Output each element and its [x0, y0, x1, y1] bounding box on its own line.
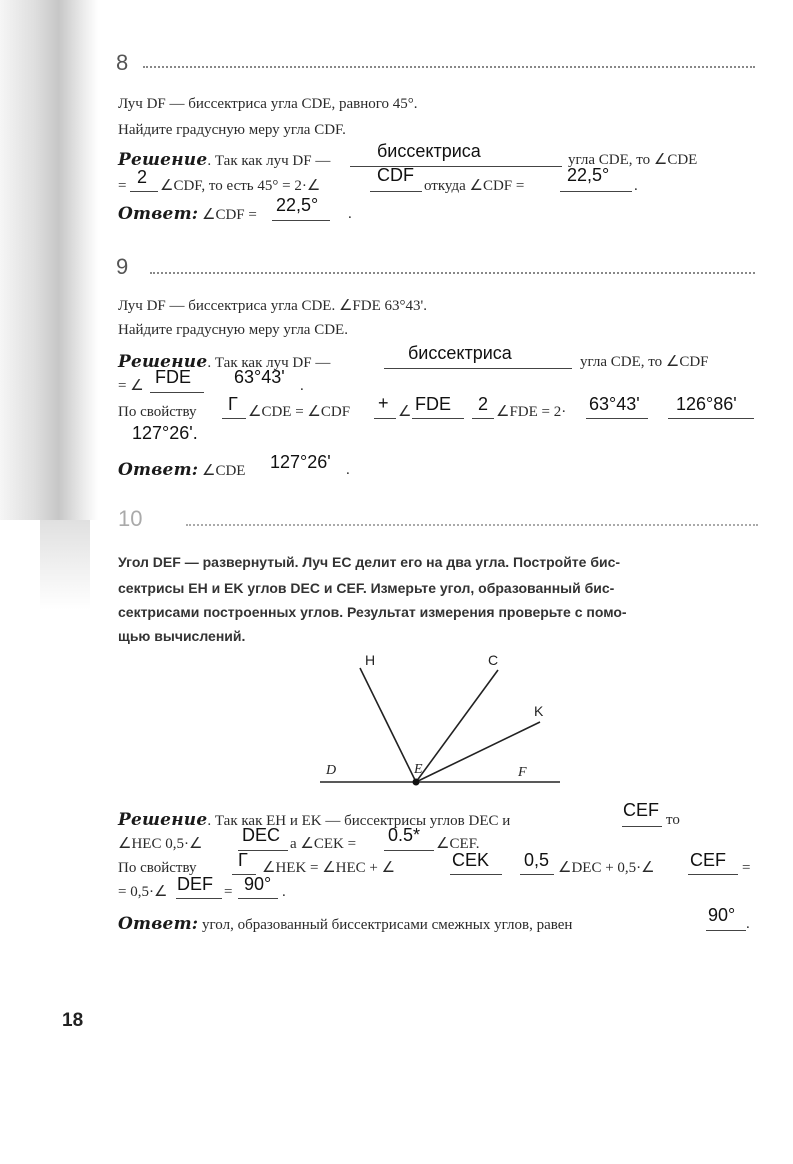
- task-9-condition-line1: Луч DF — биссектриса угла CDE. ∠FDE 63°43'.: [118, 298, 427, 314]
- solution-text: ∠: [398, 404, 412, 420]
- handwritten-dec: DEC: [242, 825, 281, 845]
- answer-label: Ответ:: [118, 204, 199, 224]
- answer-blank: [238, 898, 278, 899]
- solution-label: Решение: [118, 810, 208, 830]
- solution-text: то: [666, 812, 680, 828]
- solution-text: откуда ∠CDF =: [424, 178, 525, 194]
- handwritten-two: 2: [137, 167, 148, 187]
- solution-text: ∠HEK = ∠HEC + ∠: [262, 860, 396, 876]
- solution-text: . Так как EH и EK — биссектрисы углов DEC и: [207, 813, 511, 829]
- handwritten-value: 126°86': [676, 394, 737, 414]
- task-10-answer-line: [118, 914, 572, 935]
- handwritten-half2: 0,5: [524, 850, 550, 870]
- solution-text: .: [282, 884, 286, 900]
- task-9-solution-line2-eq: = ∠: [118, 378, 144, 394]
- solution-text: угла CDE, то ∠CDF: [580, 354, 709, 370]
- handwritten-g: Г: [228, 394, 238, 414]
- solution-label: Решение: [118, 150, 208, 170]
- handwritten-g: Г: [238, 850, 248, 870]
- handwritten-cek: CEK: [452, 850, 490, 870]
- handwritten-two: 2: [478, 394, 489, 414]
- handwritten-bisector: биссектриса: [408, 343, 512, 363]
- task-10-property-line: По свойству: [118, 860, 197, 876]
- task-number-10: 10: [118, 506, 143, 531]
- solution-text: =: [742, 860, 751, 876]
- page-number: 18: [62, 1010, 84, 1031]
- answer-label: Ответ:: [118, 914, 199, 934]
- solution-text: . Так как луч DF —: [207, 153, 331, 169]
- handwritten-answer: 90°: [708, 905, 736, 925]
- handwritten-value: 63°43': [589, 394, 640, 414]
- solution-text: . Так как луч DF —: [207, 355, 331, 371]
- solution-text: ∠DEC + 0,5·∠: [558, 860, 655, 876]
- answer-text: угол, образованный биссектрисами смежных углов, равен: [202, 917, 573, 933]
- handwritten-plus: +: [378, 393, 389, 413]
- label-C: C: [488, 652, 499, 668]
- handwritten-fde2: FDE: [415, 394, 451, 414]
- label-H: H: [365, 652, 376, 668]
- handwritten-value: 63°43': [234, 367, 285, 387]
- solution-text: ∠CEF.: [436, 836, 480, 852]
- answer-blank: [520, 874, 554, 875]
- label-D: D: [326, 763, 337, 778]
- solution-text: a ∠CEK =: [290, 836, 357, 852]
- handwritten-bisector: биссектриса: [377, 141, 481, 161]
- task-10-condition-line1: Угол DEF — развернутый. Луч EC делит его на два угла. Постройте бис-: [118, 554, 621, 570]
- answer-blank: [384, 850, 434, 851]
- answer-blank: [688, 874, 738, 875]
- solution-text: .: [300, 378, 304, 394]
- solution-text: ∠CDF, то есть 45° = 2·∠: [160, 178, 321, 194]
- answer-end: .: [346, 462, 350, 478]
- task-10-condition-line4: щью вычислений.: [118, 628, 246, 644]
- handwritten-cdf: CDF: [377, 165, 414, 185]
- answer-text: ∠CDE: [202, 463, 246, 479]
- handwritten-value: 22,5°: [567, 165, 610, 185]
- handwritten-half: 0.5*: [388, 825, 421, 845]
- answer-blank: [176, 898, 222, 899]
- handwritten-def: DEF: [177, 874, 213, 894]
- task-10-condition-line2: сектрисы EH и EK углов DEC и CEF. Измерьте угол, образованный бис-: [118, 580, 615, 596]
- handwritten-cef2: CEF: [690, 850, 726, 870]
- ray-EH: [360, 668, 416, 782]
- solution-text: =: [224, 884, 233, 900]
- task-8-condition-line1: Луч DF — биссектриса угла CDE, равного 45°.: [118, 96, 418, 112]
- task-9-property-line: По свойству: [118, 404, 197, 420]
- label-K: K: [534, 703, 544, 719]
- answer-end: .: [348, 206, 352, 222]
- solution-text: угла CDE, то ∠CDE: [568, 152, 698, 168]
- answer-blank: [622, 826, 662, 827]
- handwritten-fde: FDE: [155, 367, 191, 387]
- task-9-condition-line2: Найдите градусную меру угла CDE.: [118, 322, 348, 338]
- answer-blank: [450, 874, 502, 875]
- solution-text: ∠FDE = 2·: [496, 404, 567, 420]
- handwritten-ninety: 90°: [244, 874, 272, 894]
- solution-text: ∠HEC 0,5·∠: [118, 836, 203, 852]
- task-10-condition-line3: сектрисами построенных углов. Результат измерения проверьте с помо-: [118, 604, 627, 620]
- task-number-8: 8: [116, 50, 129, 75]
- task-10-solution-line1: [118, 810, 510, 831]
- solution-text: .: [634, 178, 638, 194]
- label-F: F: [518, 765, 527, 780]
- answer-label: Ответ:: [118, 460, 199, 480]
- task-8-solution-line2-eq: =: [118, 178, 127, 194]
- handwritten-answer: 22,5°: [276, 195, 319, 215]
- solution-text: ∠CDE = ∠CDF: [248, 404, 351, 420]
- handwritten-value: 127°26'.: [132, 423, 198, 443]
- task-8-condition-line2: Найдите градусную меру угла CDF.: [118, 122, 346, 138]
- solution-label: Решение: [118, 352, 208, 372]
- label-E: E: [414, 762, 423, 777]
- point-E: [413, 779, 420, 786]
- answer-text: ∠CDF =: [202, 207, 257, 223]
- solution-text: = 0,5·∠: [118, 884, 168, 900]
- handwritten-cef: CEF: [623, 800, 659, 820]
- answer-blank: [706, 930, 746, 931]
- answer-end: .: [746, 916, 750, 932]
- handwritten-answer: 127°26': [270, 452, 331, 472]
- task-number-9: 9: [116, 254, 129, 279]
- ray-EC: [416, 670, 498, 782]
